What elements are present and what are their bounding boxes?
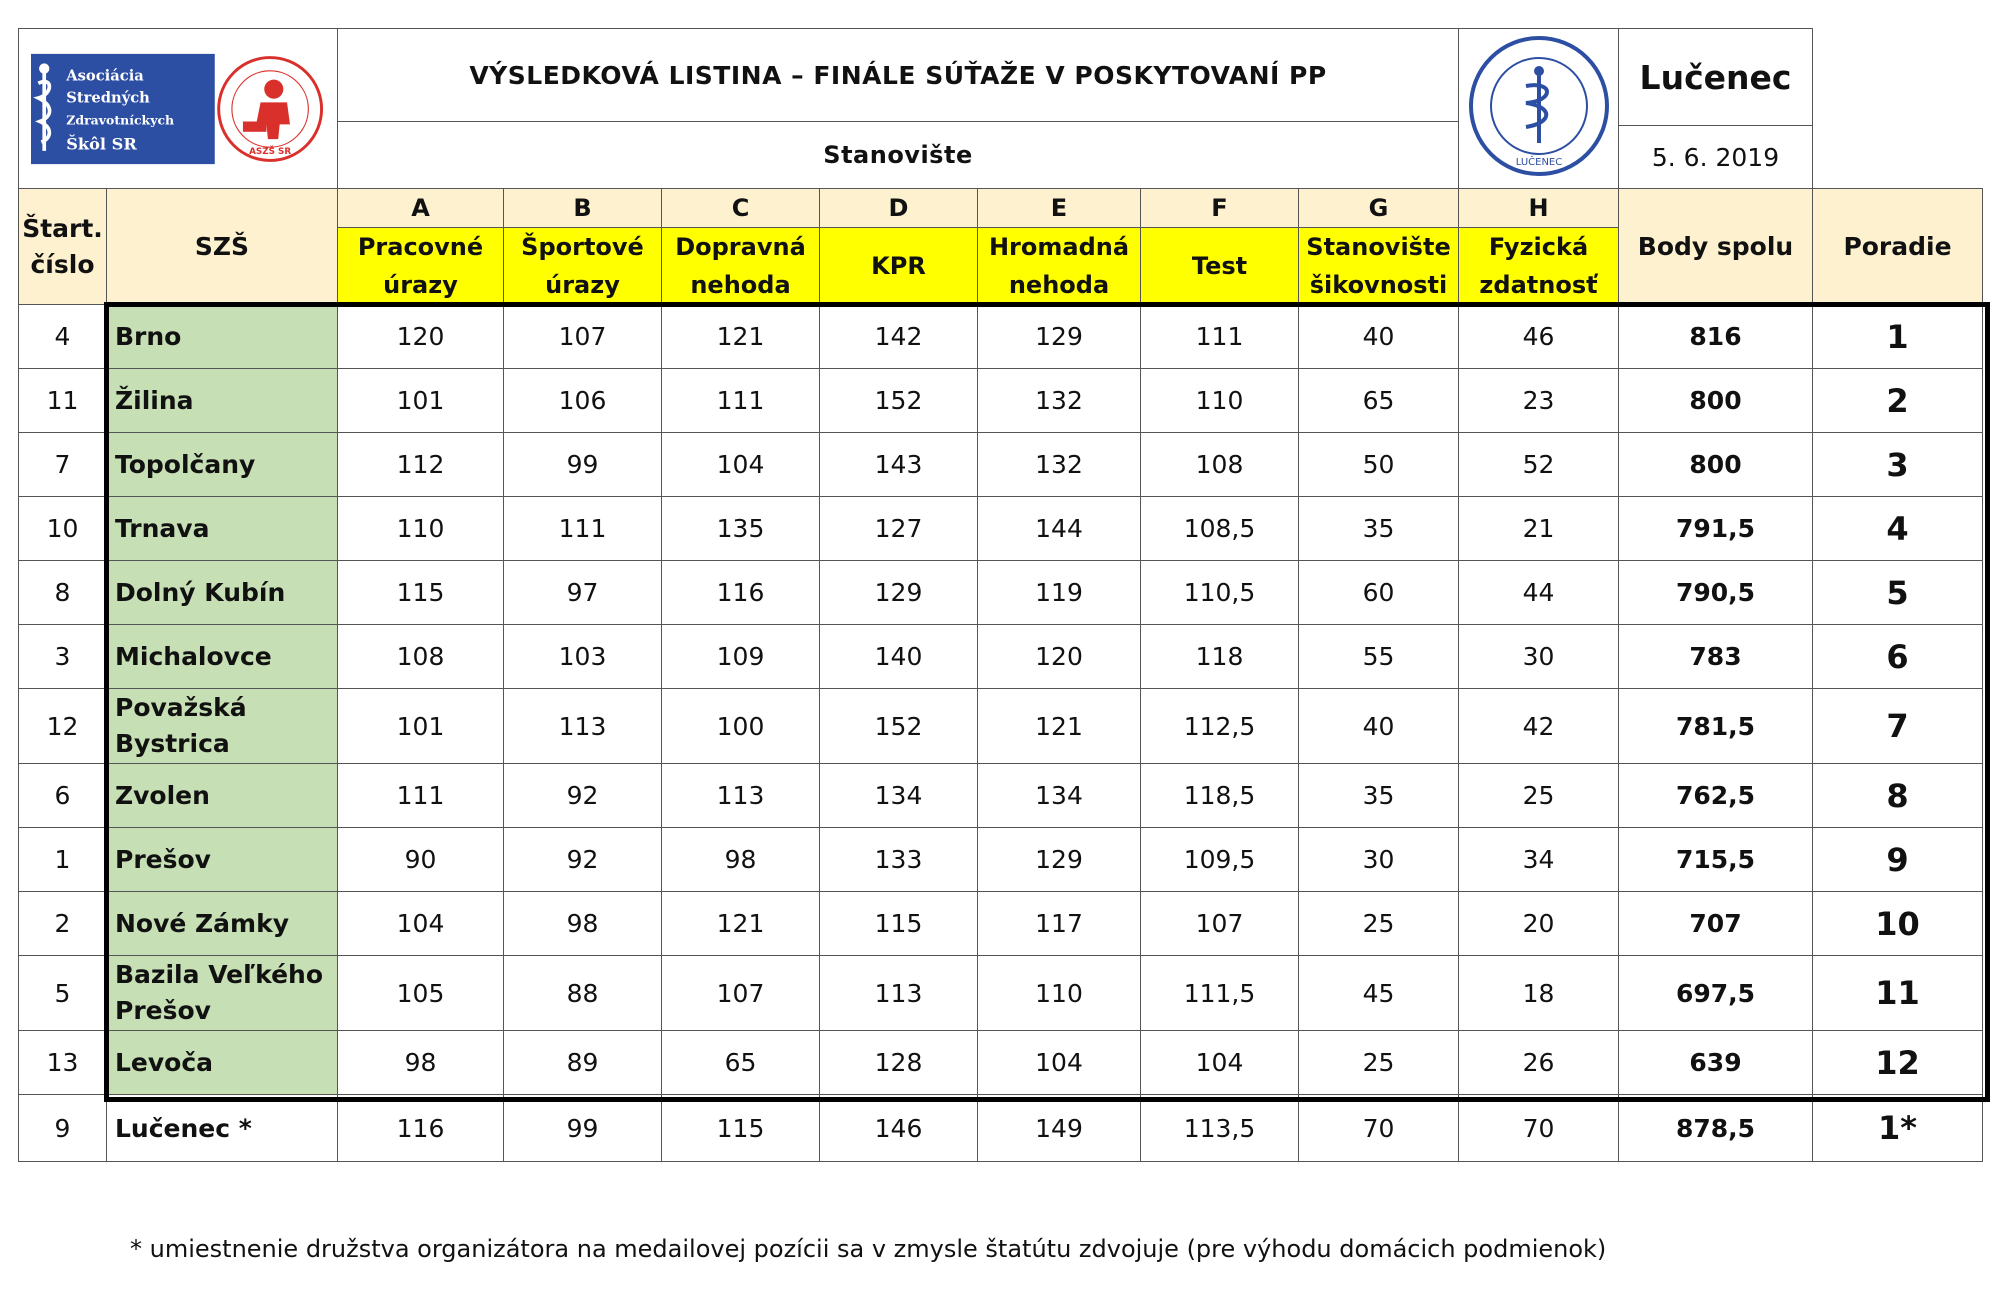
school-name [107,689,338,764]
station-score: 129 [978,305,1141,369]
station-score: 110 [1141,369,1299,433]
station-name: Športové úrazy [504,228,662,305]
station-letter: A [338,189,504,228]
total-points: 791,5 [1619,497,1813,561]
start-number: 8 [19,561,107,625]
station-score: 35 [1299,764,1459,828]
rank: 4 [1813,497,1983,561]
station-score: 108 [1141,433,1299,497]
station-score: 115 [820,892,978,956]
start-number: 10 [19,497,107,561]
rank: 5 [1813,561,1983,625]
station-score: 55 [1299,625,1459,689]
station-score: 121 [978,689,1141,764]
title-cell [338,29,1459,189]
station-score: 60 [1299,561,1459,625]
station-score: 25 [1459,764,1619,828]
start-number: 1 [19,828,107,892]
station-score: 104 [338,892,504,956]
station-score: 35 [1299,497,1459,561]
school-name [107,828,338,892]
school-name-line1: Prešov [115,844,211,874]
school-name-line1: Dolný Kubín [115,577,286,607]
station-name: Stanovište šikovnosti [1299,228,1459,305]
host-school-name: Lučenec * [107,1095,338,1162]
total-points-header: Body spolu [1619,189,1813,305]
station-score: 104 [1141,1031,1299,1095]
station-score: 133 [820,828,978,892]
station-score: 111 [338,764,504,828]
station-score: 108,5 [1141,497,1299,561]
school-name-line1: Michalovce [115,641,272,671]
host-score: 149 [978,1095,1141,1162]
station-score: 97 [504,561,662,625]
host-rank: 1* [1813,1095,1983,1162]
school-name [107,892,338,956]
station-score: 44 [1459,561,1619,625]
station-score: 20 [1459,892,1619,956]
result-row [19,892,1983,956]
station-score: 152 [820,369,978,433]
station-score: 98 [338,1031,504,1095]
start-number: 5 [19,956,107,1031]
station-score: 111 [1141,305,1299,369]
school-name [107,956,338,1031]
header-row [19,29,1983,189]
host-score: 70 [1299,1095,1459,1162]
school-name [107,625,338,689]
station-score: 45 [1299,956,1459,1031]
station-score: 98 [504,892,662,956]
station-score: 50 [1299,433,1459,497]
start-header-line2: číslo [30,249,95,279]
host-team-row [19,1095,1983,1162]
school-name-line2: Prešov [115,996,211,1025]
station-score: 98 [662,828,820,892]
station-score: 25 [1299,1031,1459,1095]
total-points: 816 [1619,305,1813,369]
station-score: 113 [820,956,978,1031]
school-seal-logo [1464,31,1614,181]
school-name-line1: Trnava [115,513,210,543]
station-letter: F [1141,189,1299,228]
station-letter: B [504,189,662,228]
rank: 12 [1813,1031,1983,1095]
station-score: 115 [338,561,504,625]
station-score: 104 [978,1031,1141,1095]
results-table [18,28,1983,1162]
station-score: 107 [504,305,662,369]
result-row [19,497,1983,561]
station-letter: D [820,189,978,228]
station-letter: G [1299,189,1459,228]
result-row [19,689,1983,764]
asociacia-logo-cell [19,29,338,189]
logo-line-1: Asociácia [66,66,144,84]
station-score: 109,5 [1141,828,1299,892]
station-score: 111 [504,497,662,561]
station-score: 109 [662,625,820,689]
station-score: 25 [1299,892,1459,956]
station-score: 65 [662,1031,820,1095]
start-number: 7 [19,433,107,497]
rank: 3 [1813,433,1983,497]
results-sheet [18,28,1982,1162]
station-score: 129 [820,561,978,625]
total-points: 715,5 [1619,828,1813,892]
station-score: 134 [820,764,978,828]
rank: 1 [1813,305,1983,369]
school-name-line1: Zvolen [115,780,210,810]
station-score: 103 [504,625,662,689]
total-points: 800 [1619,433,1813,497]
station-score: 118,5 [1141,764,1299,828]
station-score: 144 [978,497,1141,561]
station-score: 110 [338,497,504,561]
station-name: KPR [820,228,978,305]
rank: 2 [1813,369,1983,433]
station-score: 132 [978,369,1141,433]
station-score: 135 [662,497,820,561]
station-score: 119 [978,561,1141,625]
rank: 11 [1813,956,1983,1031]
school-name [107,305,338,369]
total-points: 800 [1619,369,1813,433]
total-points: 783 [1619,625,1813,689]
total-points: 790,5 [1619,561,1813,625]
start-number: 6 [19,764,107,828]
station-letter: E [978,189,1141,228]
station-score: 111 [662,369,820,433]
station-score: 134 [978,764,1141,828]
station-score: 90 [338,828,504,892]
station-score: 132 [978,433,1141,497]
station-name: Dopravná nehoda [662,228,820,305]
station-score: 129 [978,828,1141,892]
station-score: 106 [504,369,662,433]
station-score: 40 [1299,305,1459,369]
school-name [107,497,338,561]
result-row [19,956,1983,1031]
footnote: * umiestnenie družstva organizátora na medailovej pozícii sa v zmysle štatútu zdvojuje (pre výhodu domácich podmienok) [130,1235,1607,1263]
host-start-number: 9 [19,1095,107,1162]
total-points: 639 [1619,1031,1813,1095]
result-row [19,561,1983,625]
host-total: 878,5 [1619,1095,1813,1162]
station-score: 111,5 [1141,956,1299,1031]
rank: 9 [1813,828,1983,892]
station-score: 152 [820,689,978,764]
start-header-line1: Štart. [22,213,103,243]
total-points: 697,5 [1619,956,1813,1031]
station-score: 100 [662,689,820,764]
school-name [107,433,338,497]
station-score: 52 [1459,433,1619,497]
host-score: 146 [820,1095,978,1162]
logo-line-2: Stredných [66,88,150,106]
city-name: Lučenec [1619,29,1812,126]
station-score: 18 [1459,956,1619,1031]
school-name-line1: Bazila Veľkého [115,960,323,989]
start-number: 3 [19,625,107,689]
station-score: 121 [662,305,820,369]
result-row [19,828,1983,892]
start-number: 11 [19,369,107,433]
school-name-line1: Nové Zámky [115,908,290,938]
station-score: 30 [1299,828,1459,892]
start-number: 2 [19,892,107,956]
station-score: 112,5 [1141,689,1299,764]
city-date-cell [1619,29,1813,189]
school-name [107,369,338,433]
station-score: 42 [1459,689,1619,764]
rank-header: Poradie [1813,189,1983,305]
station-score: 65 [1299,369,1459,433]
school-logo-cell [1459,29,1619,189]
station-score: 117 [978,892,1141,956]
station-score: 21 [1459,497,1619,561]
station-score: 89 [504,1031,662,1095]
school-name [107,1031,338,1095]
result-row [19,625,1983,689]
start-number: 13 [19,1031,107,1095]
station-score: 113 [662,764,820,828]
station-letter: C [662,189,820,228]
school-header: SZŠ [107,189,338,305]
station-name: Fyzická zdatnosť [1459,228,1619,305]
station-score: 110 [978,956,1141,1031]
station-score: 40 [1299,689,1459,764]
station-score: 128 [820,1031,978,1095]
station-score: 120 [978,625,1141,689]
station-score: 34 [1459,828,1619,892]
host-score: 70 [1459,1095,1619,1162]
start-number-header [19,189,107,305]
station-score: 88 [504,956,662,1031]
station-score: 30 [1459,625,1619,689]
station-score: 46 [1459,305,1619,369]
school-name-line1: Levoča [115,1047,214,1077]
school-name-line1: Brno [115,321,182,351]
logo-line-3: Zdravotníckych [66,111,175,127]
station-score: 101 [338,369,504,433]
station-score: 127 [820,497,978,561]
total-points: 707 [1619,892,1813,956]
station-score: 142 [820,305,978,369]
logo-line-4: Škôl SR [66,133,137,153]
start-number: 4 [19,305,107,369]
station-score: 116 [662,561,820,625]
competition-date: 5. 6. 2019 [1651,142,1780,172]
station-score: 140 [820,625,978,689]
station-score: 143 [820,433,978,497]
result-row [19,1031,1983,1095]
station-name: Pracovné úrazy [338,228,504,305]
school-name-line1: Topolčany [115,449,256,479]
host-score: 99 [504,1095,662,1162]
station-letter: H [1459,189,1619,228]
station-score: 23 [1459,369,1619,433]
station-letters-row [19,189,1983,228]
station-score: 118 [1141,625,1299,689]
station-score: 99 [504,433,662,497]
host-score: 113,5 [1141,1095,1299,1162]
result-row [19,305,1983,369]
school-name-line2: Bystrica [115,729,230,758]
stations-subtitle: Stanovište [823,141,973,169]
start-number: 12 [19,689,107,764]
station-score: 112 [338,433,504,497]
first-aid-competition-logo [215,34,325,184]
host-score: 115 [662,1095,820,1162]
station-score: 121 [662,892,820,956]
logo-mid-bottom: ASZŠ SR [248,146,291,157]
station-score: 110,5 [1141,561,1299,625]
station-score: 104 [662,433,820,497]
school-name-line1: Žilina [115,385,194,415]
asociacia-logo [31,34,215,184]
result-row [19,764,1983,828]
rank: 8 [1813,764,1983,828]
station-score: 120 [338,305,504,369]
station-name: Test [1141,228,1299,305]
station-score: 92 [504,764,662,828]
school-name [107,764,338,828]
station-score: 107 [1141,892,1299,956]
page-title: VÝSLEDKOVÁ LISTINA – FINÁLE SÚŤAŽE V POSKYTOVANÍ PP [338,29,1458,122]
result-row [19,433,1983,497]
school-seal-bottom: LUČENEC [1515,156,1562,168]
station-score: 92 [504,828,662,892]
total-points: 762,5 [1619,764,1813,828]
rank: 6 [1813,625,1983,689]
total-points: 781,5 [1619,689,1813,764]
host-score: 116 [338,1095,504,1162]
station-score: 107 [662,956,820,1031]
station-score: 101 [338,689,504,764]
rank: 10 [1813,892,1983,956]
station-score: 105 [338,956,504,1031]
station-score: 113 [504,689,662,764]
result-row [19,369,1983,433]
station-score: 108 [338,625,504,689]
rank: 7 [1813,689,1983,764]
station-score: 26 [1459,1031,1619,1095]
school-name [107,561,338,625]
school-name-line1: Považská [115,693,247,722]
station-name: Hromadná nehoda [978,228,1141,305]
